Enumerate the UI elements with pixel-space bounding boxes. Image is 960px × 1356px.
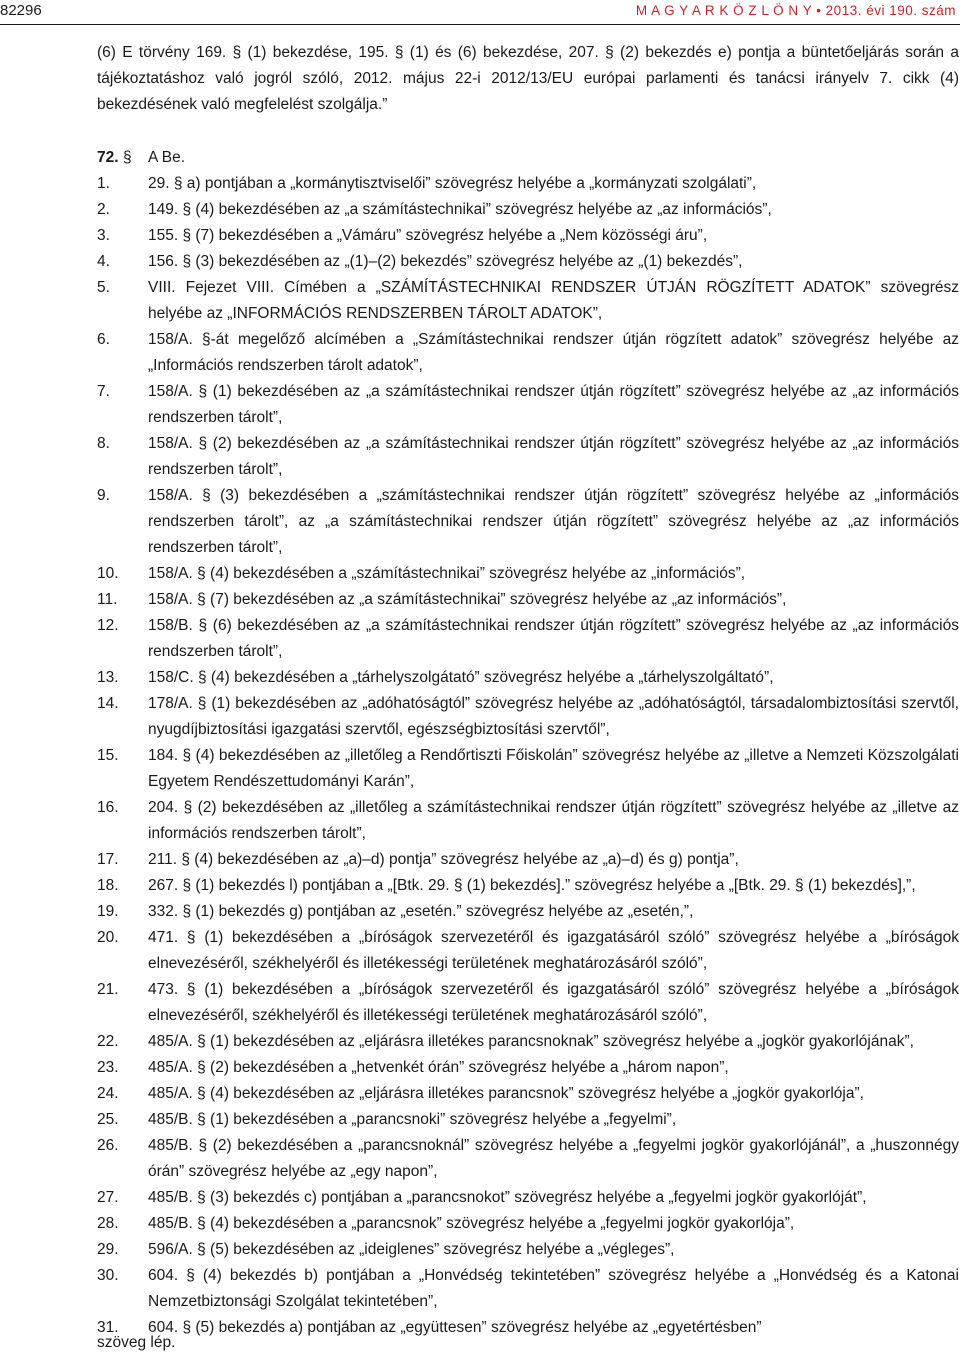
page-header (0, 0, 960, 28)
list-item-number: 22. (97, 1033, 119, 1050)
list-item-number: 29. (97, 1241, 119, 1258)
list-item (97, 691, 959, 743)
list-item-number: 3. (97, 227, 110, 244)
list-item-number: 8. (97, 435, 110, 452)
list-item (97, 171, 959, 197)
list-item (97, 1029, 959, 1055)
list-item-number: 13. (97, 669, 119, 686)
list-item-number: 17. (97, 851, 119, 868)
list-item-number: 20. (97, 929, 119, 946)
list-item-text: 184. § (4) bekezdésében az „illetőleg a Rendőrtiszti Főiskolán” szövegrész helyébe az „illetve a Nemzeti Közszolgálati Egyetem Rendészettudományi Karán”, (148, 747, 959, 790)
list-item (97, 1107, 959, 1133)
list-item-text: 485/A. § (2) bekezdésében a „hetvenkét órán” szövegrész helyébe a „három napon”, (148, 1059, 729, 1076)
list-item (97, 431, 959, 483)
list-item (97, 665, 959, 691)
list-item-number: 1. (97, 175, 110, 192)
list-item-number: 12. (97, 617, 119, 634)
list-item-text: 267. § (1) bekezdés l) pontjában a „[Btk. 29. § (1) bekezdés].” szövegrész helyébe a „[Btk. 29. § (1) bekezdés],”, (148, 877, 916, 894)
list-item (97, 275, 959, 327)
list-item (97, 1055, 959, 1081)
list-item-number: 14. (97, 695, 119, 712)
list-item-text: 29. § a) pontjában a „kormánytisztviselői” szövegrész helyébe a „kormányzati szolgálati”, (148, 175, 757, 192)
amendment-list (97, 171, 959, 1341)
list-item-number: 7. (97, 383, 110, 400)
list-item (97, 1211, 959, 1237)
list-item-text: 596/A. § (5) bekezdésében az „ideiglenes” szövegrész helyébe a „végleges”, (148, 1241, 675, 1258)
list-item (97, 327, 959, 379)
list-item-number: 10. (97, 565, 119, 582)
list-item (97, 1315, 959, 1341)
header-divider (0, 24, 960, 25)
list-item-number: 23. (97, 1059, 119, 1076)
list-item-text: 156. § (3) bekezdésében az „(1)–(2) bekezdés” szövegrész helyébe az „(1) bekezdés”, (148, 253, 743, 270)
list-item (97, 1185, 959, 1211)
list-item-text: VIII. Fejezet VIII. Címében a „SZÁMÍTÁSTECHNIKAI RENDSZER ÚTJÁN RÖGZÍTETT ADATOK” szövegrész helyébe az „INFORMÁCIÓS RENDSZERBEN TÁROLT ADATOK”, (148, 279, 959, 322)
list-item (97, 197, 959, 223)
list-item-text: 604. § (5) bekezdés a) pontjában az „együttesen” szövegrész helyébe az „egyetértésben” (148, 1319, 762, 1336)
list-item-text: 485/A. § (4) bekezdésében az „eljárásra illetékes parancsnok” szövegrész helyébe a „jogkör gyakorlója”, (148, 1085, 864, 1102)
list-item-text: 473. § (1) bekezdésében a „bíróságok szervezetéről és igazgatásáról szóló” szövegrész helyébe a „bíróságok elnevezéséről, székhelyéről és illetékességi területének meghatározásáról szóló”, (148, 981, 959, 1024)
list-item-text: 155. § (7) bekezdésében a „Vámáru” szövegrész helyébe a „Nem közösségi áru”, (148, 227, 708, 244)
list-item-number: 31. (97, 1319, 119, 1336)
list-item-text: 158/A. § (2) bekezdésében az „a számítástechnikai rendszer útján rögzített” szövegrész helyébe az „az információs rendszerben tárolt”, (148, 435, 959, 478)
list-item (97, 873, 959, 899)
list-item-text: 178/A. § (1) bekezdésében az „adóhatóságtól” szövegrész helyébe az „adóhatóságtól, társadalombiztosítási szervtől, nyugdíjbiztosítási igazgatási szervtől, egészségbiztosítási szervtől”, (148, 695, 959, 738)
list-item-number: 4. (97, 253, 110, 270)
list-item (97, 587, 959, 613)
section-number: 72. (97, 149, 119, 166)
list-item-text: 211. § (4) bekezdésében az „a)–d) pontja” szövegrész helyébe az „a)–d) és g) pontja”, (148, 851, 739, 868)
section-sign: § (123, 149, 132, 166)
list-item (97, 1263, 959, 1315)
list-item (97, 743, 959, 795)
list-item (97, 795, 959, 847)
list-item-number: 9. (97, 487, 110, 504)
list-item (97, 249, 959, 275)
list-item-text: 485/B. § (4) bekezdésében a „parancsnok” szövegrész helyébe a „fegyelmi jogkör gyakorlója”, (148, 1215, 795, 1232)
closing-text: szöveg lép. (97, 1334, 176, 1351)
list-item (97, 613, 959, 665)
list-item (97, 899, 959, 925)
list-item-number: 19. (97, 903, 119, 920)
list-item (97, 223, 959, 249)
list-item (97, 925, 959, 977)
list-item-text: 471. § (1) bekezdésében a „bíróságok szervezetéről és igazgatásáról szóló” szövegrész helyébe a „bíróságok elnevezéséről, székhelyéről és illetékességi területének meghatározásáról szóló”, (148, 929, 959, 972)
list-item (97, 1237, 959, 1263)
list-item-text: 485/A. § (1) bekezdésében az „eljárásra illetékes parancsnoknak” szövegrész helyébe a „jogkör gyakorlójának”, (148, 1033, 914, 1050)
list-item-number: 27. (97, 1189, 119, 1206)
list-item-text: 158/A. § (4) bekezdésében a „számítástechnikai” szövegrész helyébe az „információs”, (148, 565, 746, 582)
intro-paragraph: (6) E törvény 169. § (1) bekezdése, 195. § (1) és (6) bekezdése, 207. § (2) bekezdés e) pontja a büntetőeljárás során a tájékoztatáshoz való jogról szóló, 2012. május 22-i 2012/13/EU európai parlamenti és tanácsi irányelv 7. cikk (4) bekezdésének való megfelelést szolgálja.” (97, 44, 959, 113)
list-item-text: 485/B. § (2) bekezdésében a „parancsnoknál” szövegrész helyébe a „fegyelmi jogkör gyakorlójánál”, a „huszonnégy órán” szövegrész helyébe az „egy napon”, (148, 1137, 959, 1180)
list-item-number: 2. (97, 201, 110, 218)
list-item-number: 6. (97, 331, 110, 348)
list-item-text: 485/B. § (3) bekezdés c) pontjában a „parancsnokot” szövegrész helyébe a „fegyelmi jogkör gyakorlóját”, (148, 1189, 867, 1206)
list-item-number: 15. (97, 747, 119, 764)
list-item-text: 158/A. § (3) bekezdésében a „számítástechnikai rendszer útján rögzített” szövegrész helyébe az „információs rendszerben tárolt”, az „a számítástechnikai rendszer útján rögzített” szövegrész helyébe az „az információs rendszerben tárolt”, (148, 487, 959, 556)
list-item-text: 149. § (4) bekezdésében az „a számítástechnikai” szövegrész helyébe az „az információs”, (148, 201, 772, 218)
list-item-number: 28. (97, 1215, 119, 1232)
list-item (97, 1133, 959, 1185)
list-item-number: 30. (97, 1267, 119, 1284)
list-item-text: 158/A. § (1) bekezdésében az „a számítástechnikai rendszer útján rögzített” szövegrész helyébe az „az információs rendszerben tárolt”, (148, 383, 959, 426)
list-item-text: 485/B. § (1) bekezdésében a „parancsnoki” szövegrész helyébe a „fegyelmi”, (148, 1111, 677, 1128)
list-item-number: 11. (97, 591, 118, 608)
section-lead: A Be. (148, 149, 186, 166)
list-item (97, 1081, 959, 1107)
list-item-number: 18. (97, 877, 119, 894)
list-item-text: 158/C. § (4) bekezdésében a „tárhelyszolgátató” szövegrész helyébe a „tárhelyszolgáltató”, (148, 669, 774, 686)
list-item-text: 158/B. § (6) bekezdésében az „a számítástechnikai rendszer útján rögzített” szövegrész helyébe az „az információs rendszerben tárolt”, (148, 617, 959, 660)
list-item-number: 16. (97, 799, 119, 816)
list-item-text: 204. § (2) bekezdésében az „illetőleg a számítástechnikai rendszer útján rögzített” szövegrész helyébe az „illetve az információs rendszerben tárolt”, (148, 799, 959, 842)
list-item-text: 158/A. § (7) bekezdésében az „a számítástechnikai” szövegrész helyébe az „az információs”, (148, 591, 787, 608)
list-item (97, 847, 959, 873)
list-item-number: 21. (97, 981, 119, 998)
list-item-text: 604. § (4) bekezdés b) pontjában a „Honvédség tekintetében” szövegrész helyébe a „Honvédség és a Katonai Nemzetbiztonsági Szolgálat tekintetében”, (148, 1267, 959, 1310)
list-item (97, 977, 959, 1029)
list-item-text: 158/A. §-át megelőző alcímében a „Számítástechnikai rendszer útján rögzített adatok” szövegrész helyébe az „Információs rendszerben tárolt adatok”, (148, 331, 959, 374)
list-item (97, 483, 959, 561)
list-item-number: 25. (97, 1111, 119, 1128)
list-item (97, 379, 959, 431)
list-item-number: 5. (97, 279, 110, 296)
running-head: M A G Y A R K Ö Z L Ö N Y • 2013. évi 190. szám (635, 3, 956, 18)
list-item-text: 332. § (1) bekezdés g) pontjában az „esetén.” szövegrész helyébe az „esetén,”, (148, 903, 694, 920)
list-item (97, 561, 959, 587)
list-item-number: 24. (97, 1085, 119, 1102)
page-number: 82296 (0, 2, 42, 19)
list-item-number: 26. (97, 1137, 119, 1154)
